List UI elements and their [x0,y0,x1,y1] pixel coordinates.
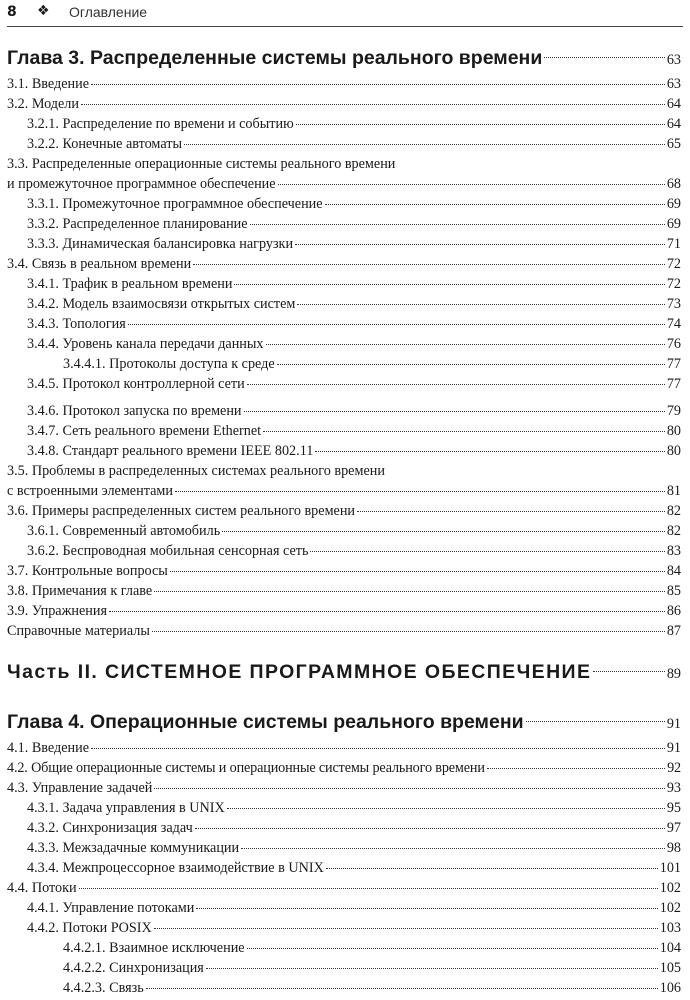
entry-label: 4.3.2. Синхронизация задач [27,820,193,836]
entry-label: 3.6.2. Беспроводная мобильная сенсорная сеть [27,543,309,559]
toc-entry[interactable] [7,878,681,898]
toc-entry[interactable] [7,94,681,114]
entry-label: 3.6.1. Современный автомобиль [27,523,221,539]
toc-entry[interactable] [7,234,681,254]
dot-leader [146,988,658,989]
entry-label: 4.3.4. Межпроцессорное взаимодействие в UNIX [27,860,324,876]
entry-label: 4.4. Потоки [7,880,77,896]
entry-label-line2: и промежуточное программное обеспечение [7,176,276,192]
page-ref: 98 [666,840,681,856]
ornament-icon: ❖ [37,3,50,19]
entry-label: 3.4.4.1. Протоколы доступа к среде [63,356,275,372]
dot-leader [325,204,665,205]
toc-entry[interactable] [7,401,681,421]
entry-label: 3.4.8. Стандарт реального времени IEEE 802.11 [27,443,314,459]
part-title: Часть II. СИСТЕМНОЕ ПРОГРАММНОЕ ОБЕСПЕЧЕНИЕ [7,661,592,683]
page-ref: 79 [666,403,681,419]
page-ref: 104 [659,940,681,956]
page-ref: 106 [659,980,681,996]
toc-entry[interactable] [7,441,681,461]
toc-entry[interactable] [7,174,681,194]
toc-entry[interactable] [7,561,681,581]
page-ref: 73 [666,296,681,312]
page-ref: 86 [666,603,681,619]
entry-label: 3.2. Модели [7,96,79,112]
toc-entry[interactable] [7,798,681,818]
page-ref: 97 [666,820,681,836]
chapter-title: Глава 3. Распределенные системы реального времени [7,47,543,69]
entry-label: 4.2. Общие операционные системы и операционные системы реального времени [7,760,485,776]
entry-label: 4.1. Введение [7,740,90,756]
dot-leader [241,848,665,849]
dot-leader [152,631,665,632]
dot-leader [310,551,664,552]
toc-entry[interactable] [7,334,681,354]
toc-entry[interactable] [7,978,681,998]
dot-leader [263,431,665,432]
entry-label: 3.4.6. Протокол запуска по времени [27,403,242,419]
toc-entry[interactable] [7,294,681,314]
page-number: 8 [7,4,17,20]
page-ref: 102 [659,900,681,916]
toc-entry[interactable] [7,374,681,394]
entry-label: 3.8. Примечания к главе [7,583,153,599]
dot-leader [227,808,665,809]
page-ref: 105 [659,960,681,976]
page-ref: 71 [666,236,681,252]
dot-leader [154,591,665,592]
entry-label: 4.4.1. Управление потоками [27,900,195,916]
dot-leader [206,968,658,969]
dot-leader [247,948,658,949]
page-ref: 64 [666,96,681,112]
dot-leader [154,928,658,929]
entry-label: 3.3.3. Динамическая балансировка нагрузки [27,236,294,252]
entry-label: 4.4.2. Потоки POSIX [27,920,152,936]
header-title: Оглавление [69,4,148,20]
page-ref: 82 [666,523,681,539]
toc-entry[interactable] [7,481,681,501]
toc-entry[interactable] [7,274,681,294]
page-ref: 93 [666,780,681,796]
toc-entry[interactable] [7,958,681,978]
entry-label: 3.4.5. Протокол контроллерной сети [27,376,245,392]
entry-label: 4.3.1. Задача управления в UNIX [27,800,225,816]
toc-entry[interactable] [7,354,681,374]
toc-entry[interactable] [7,601,681,621]
toc-part-2[interactable] [7,657,681,687]
entry-label: 3.4. Связь в реальном времени [7,256,192,272]
dot-leader [593,671,664,672]
page-ref: 91 [666,716,681,732]
dot-leader [326,868,658,869]
dot-leader [247,384,665,385]
page-ref: 83 [666,543,681,559]
toc-entry[interactable] [7,501,681,521]
entry-label: Справочные материалы [7,623,150,639]
page-ref: 64 [666,116,681,132]
toc-entry[interactable] [7,898,681,918]
dot-leader [196,908,657,909]
page-ref: 63 [666,76,681,92]
dot-leader [79,888,658,889]
entry-label-line2: с встроенными элементами [7,483,173,499]
dot-leader [250,224,665,225]
dot-leader [154,788,664,789]
page-ref: 103 [659,920,681,936]
toc-entry[interactable] [7,254,681,274]
running-header [7,0,683,27]
dot-leader [315,451,664,452]
entry-label: 3.4.4. Уровень канала передачи данных [27,336,264,352]
toc-entry[interactable] [7,838,681,858]
toc-entry[interactable] [7,214,681,234]
entry-label: 3.2.2. Конечные автоматы [27,136,182,152]
page-ref: 74 [666,316,681,332]
dot-leader [487,768,665,769]
page-ref: 69 [666,216,681,232]
toc-chapter-4[interactable] [7,707,681,737]
entry-label-line1[interactable]: 3.5. Проблемы в распределенных системах реального времени [7,463,385,479]
dot-leader [244,411,665,412]
dot-leader [296,124,665,125]
toc-entry[interactable] [7,114,681,134]
entry-label-line1[interactable]: 3.3. Распределенные операционные системы реального времени [7,156,396,172]
toc-entry[interactable] [7,541,681,561]
page-ref: 87 [666,623,681,639]
toc-entry[interactable] [7,758,681,778]
entry-label: 3.7. Контрольные вопросы [7,563,168,579]
dot-leader [184,144,665,145]
entry-label: 4.4.2.3. Связь [63,980,144,996]
entry-label: 3.4.2. Модель взаимосвязи открытых систем [27,296,296,312]
toc-entry[interactable] [7,858,681,878]
dot-leader [278,184,665,185]
dot-leader [193,264,665,265]
page-ref: 77 [666,376,681,392]
entry-label: 3.2.1. Распределение по времени и событию [27,116,294,132]
chapter-title: Глава 4. Операционные системы реального времени [7,711,524,733]
dot-leader [222,531,665,532]
entry-label: 3.1. Введение [7,76,90,92]
page-ref: 89 [666,666,681,682]
dot-leader [81,104,665,105]
dot-leader [266,344,665,345]
toc-entry[interactable] [7,134,681,154]
toc-entry[interactable] [7,521,681,541]
toc-entry[interactable] [7,421,681,441]
toc-entry[interactable] [7,818,681,838]
toc-entry[interactable] [7,738,681,758]
page-ref: 92 [667,760,681,776]
page-ref: 76 [666,336,681,352]
toc-entry[interactable] [7,74,681,94]
page-ref: 95 [666,800,681,816]
dot-leader [91,748,665,749]
dot-leader [295,244,665,245]
page-ref: 80 [666,443,681,459]
page-ref: 91 [666,740,681,756]
page-ref: 63 [666,52,681,68]
toc-chapter-3[interactable] [7,43,681,73]
dot-leader [109,611,665,612]
page-ref: 77 [666,356,681,372]
dot-leader [91,84,665,85]
entry-label: 4.3. Управление задачей [7,780,153,796]
toc-entry[interactable] [7,621,681,641]
page-ref: 82 [666,503,681,519]
dot-leader [195,828,665,829]
entry-label: 3.4.1. Трафик в реальном времени [27,276,233,292]
dot-leader [297,304,664,305]
dot-leader [526,721,665,722]
dot-leader [234,284,664,285]
dot-leader [277,364,665,365]
page-ref: 102 [659,880,681,896]
entry-label: 3.9. Упражнения [7,603,108,619]
toc-entry[interactable] [7,778,681,798]
page-ref: 72 [666,256,681,272]
page-ref: 101 [659,860,681,876]
toc-entry[interactable] [7,314,681,334]
entry-label: 3.3.1. Промежуточное программное обеспечение [27,196,323,212]
entry-label: 3.4.3. Топология [27,316,126,332]
dot-leader [175,491,665,492]
page-ref: 85 [666,583,681,599]
page-ref: 81 [666,483,681,499]
page-ref: 68 [666,176,681,192]
entry-label: 3.4.7. Сеть реального времени Ethernet [27,423,262,439]
toc-entry[interactable] [7,194,681,214]
page-ref: 80 [666,423,681,439]
entry-label: 3.3.2. Распределенное планирование [27,216,248,232]
dot-leader [544,57,664,58]
dot-leader [170,571,665,572]
entry-label: 3.6. Примеры распределенных систем реального времени [7,503,356,519]
toc-entry[interactable] [7,581,681,601]
toc-entry[interactable] [7,938,681,958]
entry-label: 4.4.2.1. Взаимное исключение [63,940,245,956]
dot-leader [128,324,665,325]
page-ref: 72 [666,276,681,292]
table-of-contents [7,36,681,998]
toc-entry[interactable] [7,918,681,938]
entry-label: 4.3.3. Межзадачные коммуникации [27,840,240,856]
page-ref: 84 [666,563,681,579]
page-ref: 69 [666,196,681,212]
page-ref: 65 [666,136,681,152]
entry-label: 4.4.2.2. Синхронизация [63,960,204,976]
dot-leader [357,511,665,512]
